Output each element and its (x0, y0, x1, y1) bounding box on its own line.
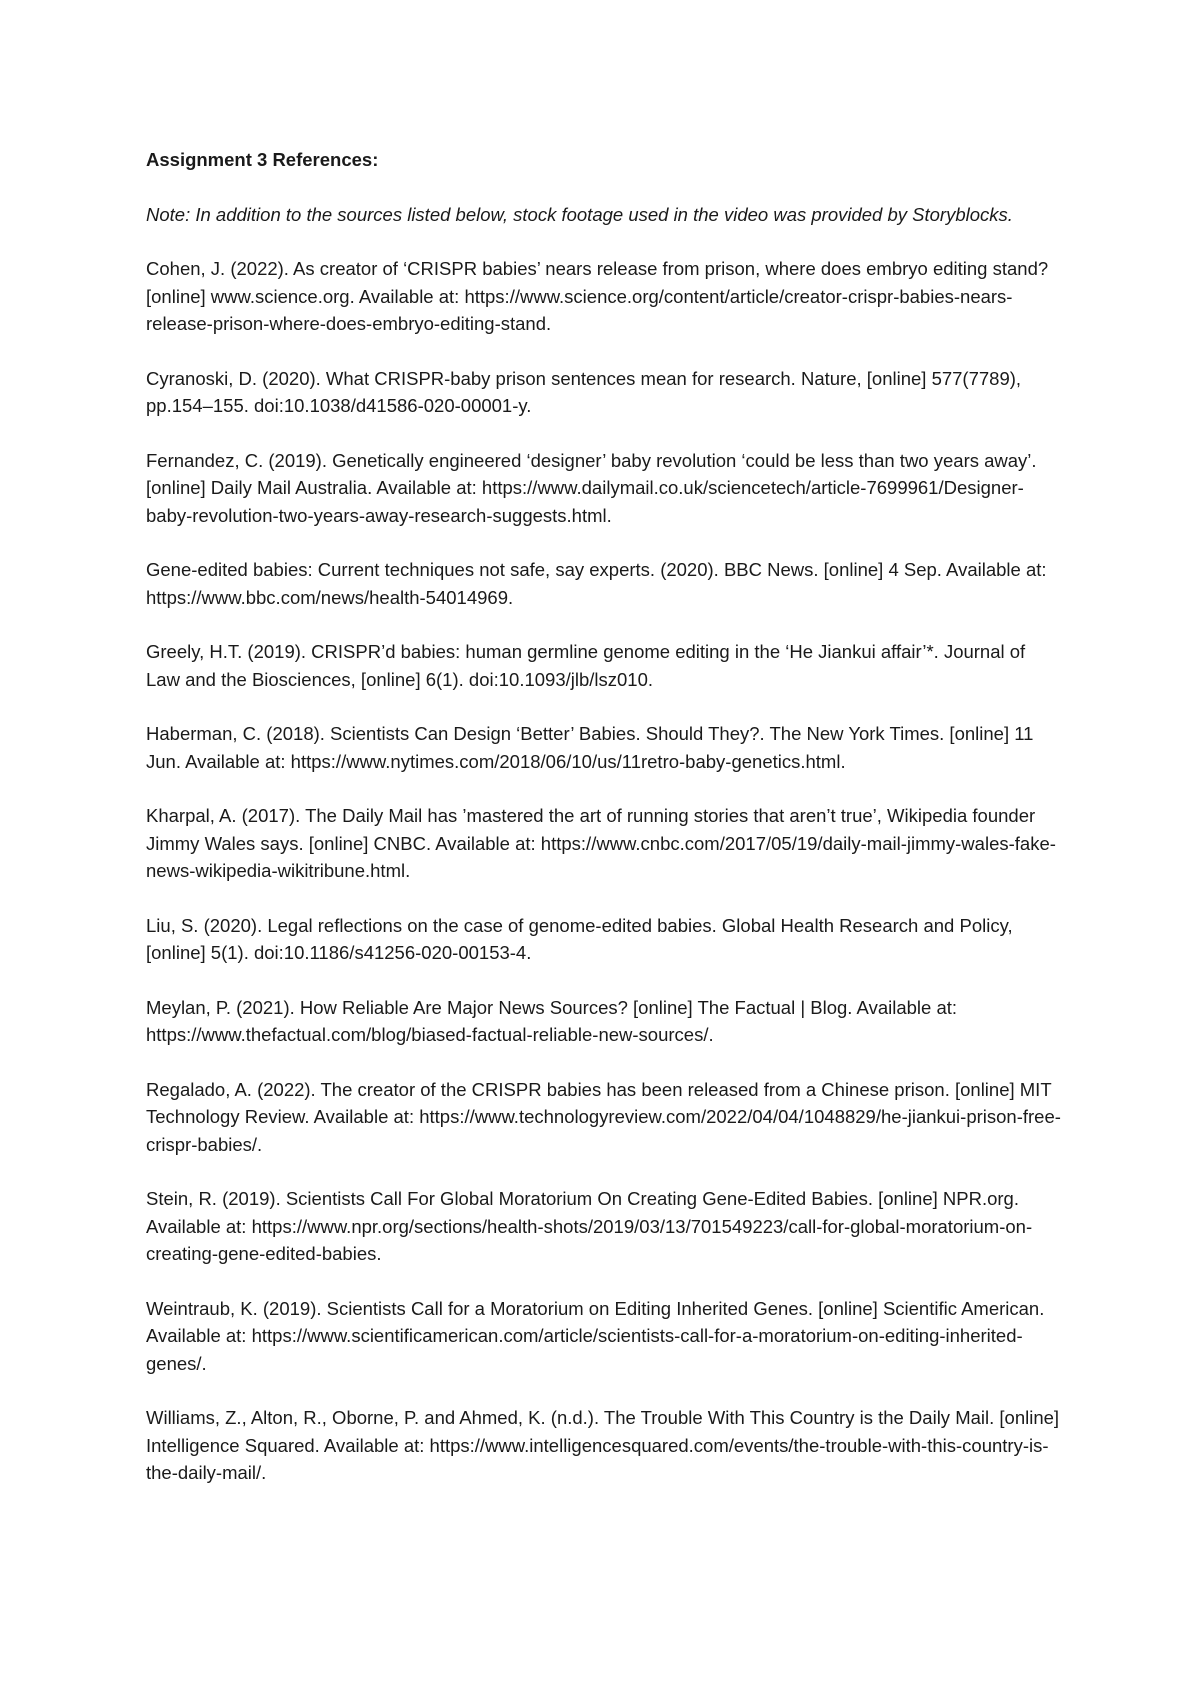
reference-entry-bbc: Gene-edited babies: Current techniques not safe, say experts. (2020). BBC News. [online] 4 Sep. Available at: https://www.bbc.com/news/health-54014969. (146, 559, 1047, 608)
reference-entry-weintraub: Weintraub, K. (2019). Scientists Call for a Moratorium on Editing Inherited Genes. [online] Scientific American. Available at: https://www.scientificamerican.com/article/scientists-call-for-a-moratorium-on-editing-inherited-genes/. (146, 1297, 1045, 1374)
reference-entry-regalado: Regalado, A. (2022). The creator of the CRISPR babies has been released from a Chinese prison. [online] MIT Technology Review. Available at: https://www.technologyreview.com/2022/04/04/1048829/he-jiankui-prison-free-crispr-babies/. (146, 1078, 1061, 1155)
reference-entry-haberman: Haberman, C. (2018). Scientists Can Design ‘Better’ Babies. Should They?. The New York Times. [online] 11 Jun. Available at: https://www.nytimes.com/2018/06/10/us/11retro-baby-genetics.html. (146, 723, 1034, 772)
reference-entry-liu: Liu, S. (2020). Legal reflections on the case of genome-edited babies. Global Health Research and Policy, [online] 5(1). doi:10.1186/s41256-020-00153-4. (146, 914, 1013, 963)
reference-entry-meylan: Meylan, P. (2021). How Reliable Are Major News Sources? [online] The Factual | Blog. Available at: https://www.thefactual.com/blog/biased-factual-reliable-new-sources/. (146, 996, 958, 1045)
reference-entry-kharpal: Kharpal, A. (2017). The Daily Mail has ’mastered the art of running stories that aren’t true’, Wikipedia founder Jimmy Wales says. [online] CNBC. Available at: https://www.cnbc.com/2017/05/19/daily-mail-jimmy-wales-fake-news-wikipedia-wikitribune.html. (146, 805, 1056, 881)
reference-entry-cyranoski: Cyranoski, D. (2020). What CRISPR-baby prison sentences mean for research. Nature, [online] 577(7789), pp.154–155. doi:10.1038/d41586-020-00001-y. (146, 367, 1022, 416)
reference-entry-stein: Stein, R. (2019). Scientists Call For Global Moratorium On Creating Gene-Edited Babies. [online] NPR.org. Available at: https://www.npr.org/sections/health-shots/2019/03/13/701549223/call-for-global-moratorium-on-creating-gene-edited-babies. (146, 1188, 1033, 1264)
reference-entry-williams: Williams, Z., Alton, R., Oborne, P. and Ahmed, K. (n.d.). The Trouble With This Country is the Daily Mail. [online] Intelligence Squared. Available at: https://www.intelligencesquared.com/events/the-trouble-with-this-country-is-the-daily-mail/. (146, 1407, 1060, 1483)
reference-entry-greely: Greely, H.T. (2019). CRISPR’d babies: human germline genome editing in the ‘He Jiankui affair’*. Journal of Law and the Biosciences, [online] 6(1). doi:10.1093/jlb/lsz010. (146, 641, 1026, 690)
note-paragraph: Note: In addition to the sources listed below, stock footage used in the video was provided by Storyblocks. (146, 203, 1013, 225)
document-body (146, 146, 1061, 1514)
reference-entry-cohen: Cohen, J. (2022). As creator of ‘CRISPR babies’ nears release from prison, where does embryo editing stand? [online] www.science.org. Available at: https://www.science.org/content/article/creator-crispr-babies-nears-release-prison-where-does-embryo-editing-stand. (146, 258, 1049, 334)
page-title: Assignment 3 References: (146, 149, 379, 170)
reference-entry-fernandez: Fernandez, C. (2019). Genetically engineered ‘designer’ baby revolution ‘could be less than two years away’. [online] Daily Mail Australia. Available at: https://www.dailymail.co.uk/sciencetech/article-7699961/Designer-baby-revolution-two-years-away-research-suggests.html. (146, 449, 1037, 526)
